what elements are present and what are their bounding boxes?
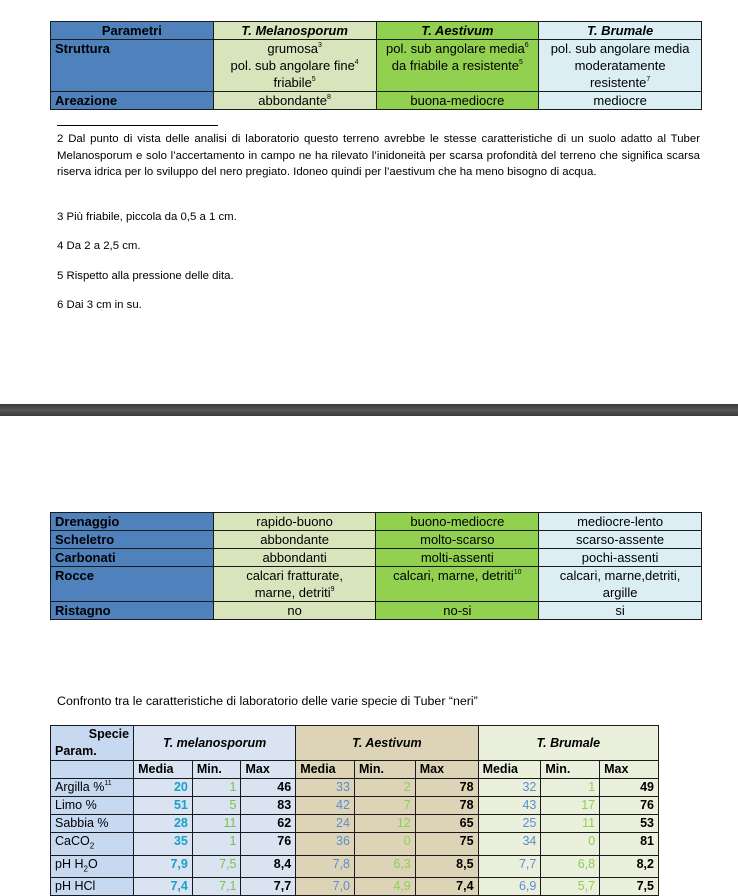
footnote-3: 3 Più friabile, piccola da 0,5 a 1 cm.: [57, 211, 237, 223]
header-brumale: T. Brumale: [539, 22, 702, 40]
row-label: Carbonati: [51, 549, 214, 567]
cell-aestivum: buono-mediocre: [376, 513, 539, 531]
row-label: Areazione: [51, 92, 214, 110]
lab-value-cell: 53: [600, 815, 659, 833]
lab-table-row: [51, 878, 659, 896]
lab-table-row: [51, 779, 659, 797]
table-row-scheletro: [51, 531, 702, 549]
cell-brumale: pochi-assenti: [539, 549, 702, 567]
cell-line: da friabile a resistente$^5$: [391, 58, 523, 73]
row-label: Scheletro: [51, 531, 214, 549]
lab-value-cell: 65: [415, 815, 478, 833]
lab-value-cell: 7,7: [478, 855, 541, 878]
lab-table-row: [51, 855, 659, 878]
group-brumale: T. Brumale: [478, 726, 658, 761]
lab-value-cell: 49: [600, 779, 659, 797]
lab-value-cell: 7,9: [134, 855, 193, 878]
cell-aestivum: molti-assenti: [376, 549, 539, 567]
lab-value-cell: 28: [134, 815, 193, 833]
cell-brumale: mediocre: [539, 92, 702, 110]
cell-line: moderatamente: [574, 58, 666, 73]
cell-brumale: [539, 40, 702, 92]
lab-value-cell: 8,2: [600, 855, 659, 878]
cell-line: argille: [602, 585, 638, 600]
lab-value-cell: 2: [354, 779, 415, 797]
footnote-2: 2 Dal punto di vista delle analisi di laboratorio questo terreno avrebbe le stesse caratteristiche di un suolo adatto al Tuber Melanosporum e solo l’accertamento in campo ne ha rilevato l’inidoneità per scarsa profondità del terreno che significa scarsa riserva idrica per lo sviluppo del nero pregiato. Idoneo quindi per l’aestivum che ha meno bisogno di acqua.: [57, 133, 700, 178]
lab-value-cell: 43: [478, 797, 541, 815]
subheader-media: Media: [296, 761, 355, 779]
lab-value-cell: 1: [192, 779, 241, 797]
lab-value-cell: 8,5: [415, 855, 478, 878]
cell-melanosporum: [213, 40, 376, 92]
cell-aestivum: molto-scarso: [376, 531, 539, 549]
lab-value-cell: 25: [478, 815, 541, 833]
lab-value-cell: 7,1: [192, 878, 241, 896]
lab-subheader-row: [51, 761, 659, 779]
footnote-5: 5 Rispetto alla pressione delle dita.: [57, 270, 234, 282]
lab-value-cell: 46: [241, 779, 296, 797]
lab-value-cell: 24: [296, 815, 355, 833]
cell-line: grumosa$^3$: [267, 41, 322, 56]
table-row-ristagno: [51, 602, 702, 620]
cell-brumale: [539, 567, 702, 602]
cell-brumale: si: [539, 602, 702, 620]
lab-value-cell: 7,5: [600, 878, 659, 896]
cell-line: pol. sub angolare fine$^4$: [230, 58, 359, 73]
subheader-max: Max: [415, 761, 478, 779]
lab-value-cell: 51: [134, 797, 193, 815]
footnote-4: 4 Da 2 a 2,5 cm.: [57, 240, 141, 252]
lab-table-row: [51, 797, 659, 815]
subheader-media: Media: [478, 761, 541, 779]
document-page-2: [0, 416, 738, 895]
lab-value-cell: 7: [354, 797, 415, 815]
page-separator: [0, 404, 738, 416]
cell-line: friabile$^5$: [273, 75, 316, 90]
lab-value-cell: 33: [296, 779, 355, 797]
cell-melanosporum: [213, 567, 376, 602]
soil-characteristics-table: [50, 21, 702, 110]
cell-line: pol. sub angolare media: [550, 41, 690, 56]
cell-line: calcari, marne,detriti,: [559, 568, 681, 583]
soil-characteristics-table-continued: [50, 512, 702, 620]
lab-table-row: [51, 815, 659, 833]
lab-value-cell: 11: [541, 815, 600, 833]
lab-value-cell: 7,7: [241, 878, 296, 896]
lab-value-cell: 34: [478, 833, 541, 856]
lab-value-cell: 8,4: [241, 855, 296, 878]
lab-value-cell: 5: [192, 797, 241, 815]
lab-value-cell: 11: [192, 815, 241, 833]
cell-melanosporum: rapido-buono: [213, 513, 376, 531]
group-melanosporum: T. melanosporum: [134, 726, 296, 761]
lab-value-cell: 81: [600, 833, 659, 856]
document-page-1: [0, 0, 738, 404]
lab-value-cell: 7,5: [192, 855, 241, 878]
table-header-row: [51, 22, 702, 40]
lab-row-label: Limo %: [51, 797, 134, 815]
lab-value-cell: 7,4: [415, 878, 478, 896]
header-melanosporum: T. Melanosporum: [213, 22, 376, 40]
header-aestivum: T. Aestivum: [376, 22, 539, 40]
cell-line: resistente$^7$: [589, 75, 651, 90]
cell-line: calcari fratturate,: [246, 568, 344, 583]
lab-value-cell: 35: [134, 833, 193, 856]
lab-table-row: [51, 833, 659, 856]
subheader-max: Max: [600, 761, 659, 779]
subheader-min: Min.: [354, 761, 415, 779]
table-row-struttura: [51, 40, 702, 92]
lab-value-cell: 1: [541, 779, 600, 797]
lab-value-cell: 12: [354, 815, 415, 833]
footnote-separator: [57, 125, 218, 126]
group-aestivum: T. Aestivum: [296, 726, 478, 761]
lab-value-cell: 4,9: [354, 878, 415, 896]
cell-melanosporum: abbondanti: [213, 549, 376, 567]
lab-table-caption: Confronto tra le caratteristiche di laboratorio delle varie specie di Tuber “neri”: [57, 694, 478, 708]
cell-line: marne, detriti$^9$: [254, 585, 335, 600]
subheader-min: Min.: [541, 761, 600, 779]
cell-melanosporum: no: [213, 602, 376, 620]
lab-value-cell: 7,4: [134, 878, 193, 896]
lab-value-cell: 75: [415, 833, 478, 856]
lab-value-cell: 83: [241, 797, 296, 815]
lab-table-body: [51, 779, 659, 896]
cell-aestivum: [376, 40, 539, 92]
corner-param: Param.: [55, 744, 97, 758]
table-row-rocce: [51, 567, 702, 602]
lab-value-cell: 62: [241, 815, 296, 833]
lab-value-cell: 20: [134, 779, 193, 797]
cell-brumale: scarso-assente: [539, 531, 702, 549]
table-row-drenaggio: [51, 513, 702, 531]
lab-value-cell: 7,0: [296, 878, 355, 896]
row-label: Ristagno: [51, 602, 214, 620]
lab-value-cell: 76: [241, 833, 296, 856]
row-label: Drenaggio: [51, 513, 214, 531]
footnote-6: 6 Dai 3 cm in su.: [57, 299, 142, 311]
lab-value-cell: 5,7: [541, 878, 600, 896]
lab-value-cell: 36: [296, 833, 355, 856]
cell-melanosporum: abbondante: [213, 531, 376, 549]
lab-value-cell: 76: [600, 797, 659, 815]
row-label: Rocce: [51, 567, 214, 602]
cell-brumale: mediocre-lento: [539, 513, 702, 531]
corner-header: [51, 726, 134, 761]
lab-row-label: pH $H_2O$: [51, 855, 134, 878]
lab-value-cell: 42: [296, 797, 355, 815]
lab-value-cell: 0: [354, 833, 415, 856]
table-row-areazione: [51, 92, 702, 110]
subheader-empty: [51, 761, 134, 779]
lab-value-cell: 6,3: [354, 855, 415, 878]
lab-value-cell: 78: [415, 797, 478, 815]
lab-value-cell: 1: [192, 833, 241, 856]
table-row-carbonati: [51, 549, 702, 567]
subheader-min: Min.: [192, 761, 241, 779]
cell-aestivum: buona-mediocre: [376, 92, 539, 110]
lab-comparison-table: [50, 725, 659, 896]
lab-value-cell: 6,8: [541, 855, 600, 878]
lab-value-cell: 0: [541, 833, 600, 856]
header-parametri: Parametri: [51, 22, 214, 40]
cell-line: pol. sub angolare media$^6$: [386, 41, 529, 56]
lab-row-label: pH HCl: [51, 878, 134, 896]
corner-specie: Specie: [88, 727, 130, 741]
lab-value-cell: 32: [478, 779, 541, 797]
cell-melanosporum: abbondante$^8$: [213, 92, 376, 110]
lab-value-cell: 6,9: [478, 878, 541, 896]
subheader-max: Max: [241, 761, 296, 779]
lab-value-cell: 78: [415, 779, 478, 797]
lab-header-row: [51, 726, 659, 761]
row-label: Struttura: [51, 40, 214, 92]
cell-aestivum: no-si: [376, 602, 539, 620]
subheader-media: Media: [134, 761, 193, 779]
lab-row-label: Argilla %$^{11}$: [51, 779, 134, 797]
cell-aestivum: calcari, marne, detriti$^{10}$: [376, 567, 539, 602]
lab-row-label: CaCO$_2$: [51, 833, 134, 856]
lab-row-label: Sabbia %: [51, 815, 134, 833]
lab-value-cell: 17: [541, 797, 600, 815]
lab-value-cell: 7,8: [296, 855, 355, 878]
